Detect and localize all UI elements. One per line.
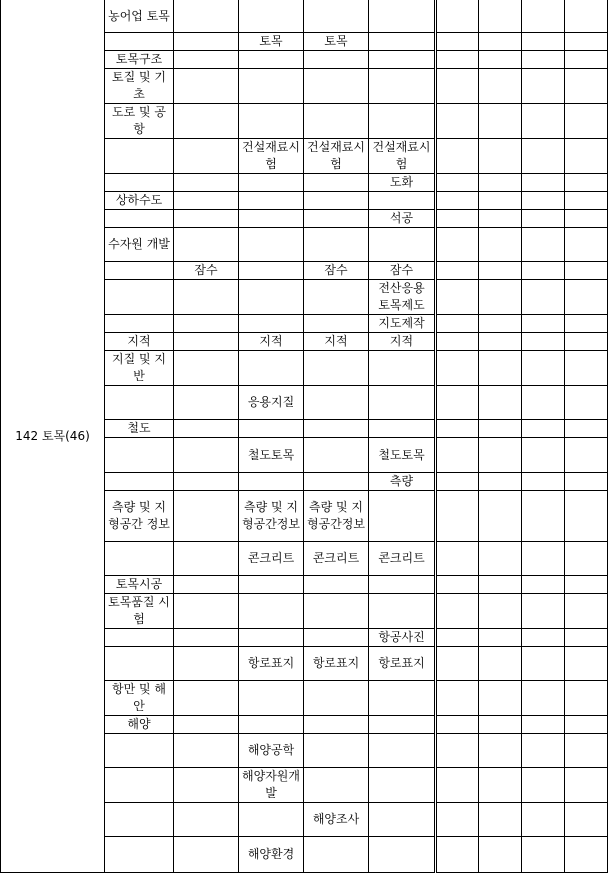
cell-col-4: [239, 69, 304, 104]
empty-cell: [522, 542, 565, 576]
cell-col-2: [105, 734, 174, 768]
empty-cell: [479, 69, 522, 104]
empty-cell: [479, 473, 522, 491]
empty-cell: [565, 576, 608, 594]
cell-col-6: 지적: [369, 333, 436, 351]
empty-cell: [565, 333, 608, 351]
cell-col-3: [174, 315, 239, 333]
cell-col-3: [174, 333, 239, 351]
empty-cell: [522, 351, 565, 386]
empty-cell: [522, 768, 565, 803]
empty-cell: [522, 192, 565, 210]
empty-cell: [479, 333, 522, 351]
cell-col-3: [174, 228, 239, 262]
cell-col-5: 해양조사: [304, 803, 369, 837]
empty-cell: [522, 734, 565, 768]
cell-col-3: [174, 594, 239, 629]
cell-col-4: 철도토목: [239, 438, 304, 473]
cell-col-3: [174, 174, 239, 192]
empty-cell: [479, 576, 522, 594]
empty-cell: [565, 280, 608, 315]
empty-cell: [436, 228, 479, 262]
cell-col-2: 항만 및 해안: [105, 681, 174, 716]
cell-col-2: [105, 315, 174, 333]
empty-cell: [479, 174, 522, 192]
cell-col-2: 토목구조: [105, 51, 174, 69]
cell-col-2: [105, 837, 174, 873]
cell-col-2: [105, 139, 174, 174]
empty-cell: [565, 681, 608, 716]
cell-col-3: [174, 210, 239, 228]
empty-cell: [565, 420, 608, 438]
cell-col-5: 콘크리트: [304, 542, 369, 576]
cell-col-5: 건설재료시험: [304, 139, 369, 174]
cell-col-2: 토질 및 기초: [105, 69, 174, 104]
cell-col-6: [369, 716, 436, 734]
empty-cell: [565, 491, 608, 542]
empty-cell: [479, 228, 522, 262]
cell-col-3: [174, 734, 239, 768]
cell-col-6: 지도제작: [369, 315, 436, 333]
empty-cell: [522, 803, 565, 837]
cell-col-4: [239, 594, 304, 629]
cell-col-4: 콘크리트: [239, 542, 304, 576]
cell-col-5: [304, 280, 369, 315]
empty-cell: [436, 542, 479, 576]
cell-col-6: 콘크리트: [369, 542, 436, 576]
empty-cell: [565, 647, 608, 681]
empty-cell: [436, 174, 479, 192]
cell-col-3: [174, 386, 239, 420]
cell-col-3: [174, 629, 239, 647]
empty-cell: [565, 386, 608, 420]
cell-col-5: [304, 473, 369, 491]
empty-cell: [522, 420, 565, 438]
cell-col-4: 지적: [239, 333, 304, 351]
cell-col-3: [174, 51, 239, 69]
empty-cell: [479, 315, 522, 333]
empty-cell: [565, 351, 608, 386]
cell-col-4: [239, 420, 304, 438]
group-label-cell: 142 토목(46): [1, 0, 105, 873]
empty-cell: [479, 420, 522, 438]
cell-col-3: [174, 69, 239, 104]
empty-cell: [522, 333, 565, 351]
empty-cell: [436, 104, 479, 139]
empty-cell: [522, 139, 565, 174]
empty-cell: [522, 33, 565, 51]
cell-col-6: 항로표지: [369, 647, 436, 681]
empty-cell: [436, 51, 479, 69]
empty-cell: [522, 315, 565, 333]
cell-col-6: [369, 69, 436, 104]
cell-col-5: [304, 0, 369, 33]
cell-col-4: [239, 681, 304, 716]
cell-col-4: [239, 280, 304, 315]
empty-cell: [522, 386, 565, 420]
cell-col-6: [369, 351, 436, 386]
cell-col-2: [105, 542, 174, 576]
empty-cell: [436, 734, 479, 768]
cell-col-3: [174, 681, 239, 716]
cell-col-6: 측량: [369, 473, 436, 491]
empty-cell: [565, 768, 608, 803]
cell-col-5: [304, 386, 369, 420]
cell-col-5: 지적: [304, 333, 369, 351]
cell-col-4: [239, 51, 304, 69]
cell-col-6: [369, 576, 436, 594]
cell-col-3: [174, 491, 239, 542]
empty-cell: [436, 262, 479, 280]
cell-col-6: 도화: [369, 174, 436, 192]
empty-cell: [522, 280, 565, 315]
cell-col-5: 항로표지: [304, 647, 369, 681]
cell-col-2: [105, 768, 174, 803]
empty-cell: [565, 438, 608, 473]
empty-cell: [436, 333, 479, 351]
cell-col-2: [105, 33, 174, 51]
cell-col-5: [304, 174, 369, 192]
empty-cell: [522, 576, 565, 594]
empty-cell: [522, 51, 565, 69]
empty-cell: [565, 0, 608, 33]
cell-col-2: [105, 262, 174, 280]
empty-cell: [522, 716, 565, 734]
cell-col-5: [304, 594, 369, 629]
empty-cell: [565, 716, 608, 734]
empty-cell: [479, 262, 522, 280]
empty-cell: [479, 351, 522, 386]
empty-cell: [436, 0, 479, 33]
empty-cell: [479, 647, 522, 681]
cell-col-4: [239, 0, 304, 33]
cell-col-6: [369, 681, 436, 716]
cell-col-6: [369, 734, 436, 768]
empty-cell: [479, 438, 522, 473]
empty-cell: [479, 104, 522, 139]
empty-cell: [479, 51, 522, 69]
cell-col-3: [174, 192, 239, 210]
cell-col-4: [239, 803, 304, 837]
empty-cell: [522, 262, 565, 280]
empty-cell: [436, 69, 479, 104]
cell-col-6: [369, 104, 436, 139]
cell-col-2: [105, 473, 174, 491]
empty-cell: [522, 228, 565, 262]
cell-col-3: [174, 0, 239, 33]
empty-cell: [479, 629, 522, 647]
cell-col-4: [239, 192, 304, 210]
cell-col-2: 농어업 토목: [105, 0, 174, 33]
empty-cell: [565, 228, 608, 262]
cell-col-2: [105, 629, 174, 647]
cell-col-5: [304, 629, 369, 647]
cell-col-5: [304, 837, 369, 873]
cell-col-6: [369, 33, 436, 51]
empty-cell: [565, 594, 608, 629]
cell-col-6: 항공사진: [369, 629, 436, 647]
cell-col-3: [174, 837, 239, 873]
cell-col-4: [239, 210, 304, 228]
empty-cell: [436, 139, 479, 174]
empty-cell: [436, 576, 479, 594]
empty-cell: [565, 262, 608, 280]
empty-cell: [436, 386, 479, 420]
empty-cell: [479, 386, 522, 420]
empty-cell: [522, 647, 565, 681]
empty-cell: [522, 0, 565, 33]
cell-col-5: 토목: [304, 33, 369, 51]
cell-col-3: [174, 647, 239, 681]
empty-cell: [436, 315, 479, 333]
empty-cell: [479, 594, 522, 629]
empty-cell: [522, 104, 565, 139]
empty-cell: [479, 716, 522, 734]
empty-cell: [522, 629, 565, 647]
table-row: [1, 0, 608, 33]
empty-cell: [479, 768, 522, 803]
cell-col-4: [239, 716, 304, 734]
empty-cell: [436, 192, 479, 210]
empty-cell: [479, 491, 522, 542]
empty-cell: [479, 803, 522, 837]
cell-col-5: 측량 및 지형공간정보: [304, 491, 369, 542]
empty-cell: [565, 542, 608, 576]
cell-col-6: [369, 803, 436, 837]
cell-col-3: [174, 420, 239, 438]
cell-col-2: [105, 174, 174, 192]
empty-cell: [522, 837, 565, 873]
cell-col-4: [239, 473, 304, 491]
cell-col-6: [369, 51, 436, 69]
empty-cell: [479, 210, 522, 228]
empty-cell: [522, 473, 565, 491]
empty-cell: [565, 210, 608, 228]
empty-cell: [522, 594, 565, 629]
empty-cell: [565, 192, 608, 210]
empty-cell: [436, 681, 479, 716]
empty-cell: [436, 629, 479, 647]
empty-cell: [565, 33, 608, 51]
cell-col-2: 측량 및 지형공간 정보: [105, 491, 174, 542]
empty-cell: [565, 51, 608, 69]
cell-col-6: [369, 837, 436, 873]
cell-col-2: 토목시공: [105, 576, 174, 594]
empty-cell: [565, 139, 608, 174]
cell-col-3: [174, 139, 239, 174]
cell-col-4: [239, 104, 304, 139]
cell-col-5: [304, 315, 369, 333]
cell-col-5: [304, 51, 369, 69]
empty-cell: [436, 33, 479, 51]
cell-col-2: [105, 803, 174, 837]
cell-col-4: 해양자원개발: [239, 768, 304, 803]
empty-cell: [565, 104, 608, 139]
empty-cell: [479, 0, 522, 33]
empty-cell: [436, 594, 479, 629]
cell-col-6: [369, 491, 436, 542]
cell-col-5: 잠수: [304, 262, 369, 280]
empty-cell: [565, 837, 608, 873]
empty-cell: [479, 542, 522, 576]
cell-col-4: [239, 174, 304, 192]
cell-col-4: 건설재료시험: [239, 139, 304, 174]
cell-col-6: [369, 192, 436, 210]
cell-col-2: 수자원 개발: [105, 228, 174, 262]
empty-cell: [436, 837, 479, 873]
cell-col-3: [174, 803, 239, 837]
empty-cell: [479, 139, 522, 174]
empty-cell: [565, 69, 608, 104]
empty-cell: [436, 491, 479, 542]
cell-col-5: [304, 576, 369, 594]
cell-col-2: 도로 및 공항: [105, 104, 174, 139]
cell-col-3: [174, 768, 239, 803]
empty-cell: [436, 803, 479, 837]
empty-cell: [436, 716, 479, 734]
empty-cell: [479, 280, 522, 315]
cell-col-3: [174, 280, 239, 315]
cell-col-4: [239, 228, 304, 262]
empty-cell: [522, 438, 565, 473]
empty-cell: [522, 210, 565, 228]
cell-col-6: 석공: [369, 210, 436, 228]
cell-col-5: [304, 69, 369, 104]
cell-col-6: 전산응용 토목제도: [369, 280, 436, 315]
cell-col-6: [369, 420, 436, 438]
empty-cell: [565, 803, 608, 837]
empty-cell: [436, 438, 479, 473]
cell-col-6: 건설재료시험: [369, 139, 436, 174]
cell-col-2: 철도: [105, 420, 174, 438]
cell-col-3: [174, 104, 239, 139]
cell-col-4: 측량 및 지형공간정보: [239, 491, 304, 542]
cell-col-4: 해양환경: [239, 837, 304, 873]
cell-col-3: [174, 542, 239, 576]
cell-col-5: [304, 210, 369, 228]
empty-cell: [565, 315, 608, 333]
empty-cell: [479, 33, 522, 51]
cell-col-6: [369, 594, 436, 629]
empty-cell: [436, 351, 479, 386]
empty-cell: [436, 280, 479, 315]
empty-cell: [479, 734, 522, 768]
cell-col-5: [304, 438, 369, 473]
cell-col-6: [369, 228, 436, 262]
cell-col-3: [174, 33, 239, 51]
cell-col-4: [239, 629, 304, 647]
cell-col-5: [304, 768, 369, 803]
cell-col-5: [304, 104, 369, 139]
cell-col-4: [239, 262, 304, 280]
cell-col-6: [369, 768, 436, 803]
cell-col-4: [239, 315, 304, 333]
cell-col-2: [105, 280, 174, 315]
cell-col-4: 토목: [239, 33, 304, 51]
empty-cell: [565, 734, 608, 768]
cell-col-3: [174, 716, 239, 734]
empty-cell: [479, 192, 522, 210]
cell-col-6: 잠수: [369, 262, 436, 280]
empty-cell: [479, 681, 522, 716]
cell-col-4: 항로표지: [239, 647, 304, 681]
cell-col-5: [304, 681, 369, 716]
empty-cell: [436, 647, 479, 681]
empty-cell: [565, 473, 608, 491]
cell-col-2: [105, 386, 174, 420]
cell-col-2: 지적: [105, 333, 174, 351]
cell-col-4: 응용지질: [239, 386, 304, 420]
cell-col-5: [304, 192, 369, 210]
empty-cell: [565, 174, 608, 192]
empty-cell: [522, 69, 565, 104]
cell-col-3: [174, 473, 239, 491]
cell-col-2: 상하수도: [105, 192, 174, 210]
cell-col-3: [174, 438, 239, 473]
cell-col-5: [304, 734, 369, 768]
empty-cell: [479, 837, 522, 873]
cell-col-4: [239, 351, 304, 386]
cell-col-2: [105, 210, 174, 228]
cell-col-6: [369, 386, 436, 420]
empty-cell: [436, 420, 479, 438]
empty-cell: [436, 473, 479, 491]
cell-col-2: 지질 및 지반: [105, 351, 174, 386]
cell-col-3: [174, 576, 239, 594]
cell-col-2: [105, 438, 174, 473]
empty-cell: [522, 174, 565, 192]
cell-col-2: 토목품질 시험: [105, 594, 174, 629]
cell-col-3: 잠수: [174, 262, 239, 280]
cell-col-3: [174, 351, 239, 386]
empty-cell: [522, 681, 565, 716]
cell-col-5: [304, 351, 369, 386]
empty-cell: [522, 491, 565, 542]
cell-col-5: [304, 228, 369, 262]
cell-col-4: 해양공학: [239, 734, 304, 768]
cell-col-2: [105, 647, 174, 681]
cell-col-5: [304, 716, 369, 734]
cell-col-6: [369, 0, 436, 33]
cell-col-2: 해양: [105, 716, 174, 734]
cell-col-5: [304, 420, 369, 438]
cell-col-6: 철도토목: [369, 438, 436, 473]
empty-cell: [565, 629, 608, 647]
empty-cell: [436, 210, 479, 228]
empty-cell: [436, 768, 479, 803]
cell-col-4: [239, 576, 304, 594]
